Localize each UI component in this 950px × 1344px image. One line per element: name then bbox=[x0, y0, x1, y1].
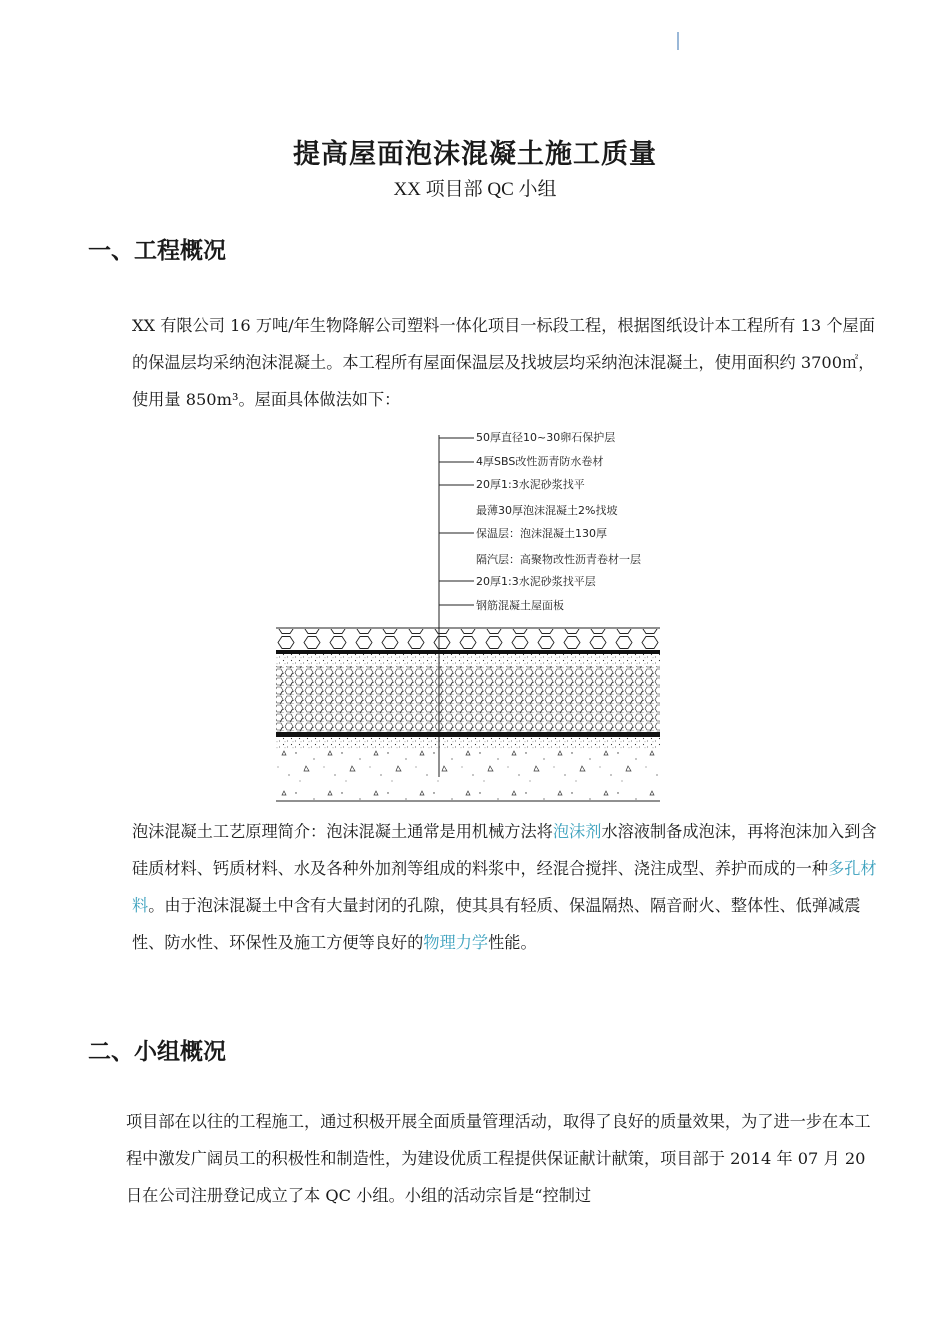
roof-construction-diagram bbox=[274, 425, 694, 805]
principle-text-part-2: 水溶液制备成泡沫，再将泡沫加入到含硅质材料、钙质材料、水及各种外加剂等组成的料浆中，经混合搅拌、浇注成型、养护而成的一种 bbox=[132, 822, 877, 878]
leader-ticks bbox=[439, 438, 474, 605]
principle-text-part-1: 泡沫混凝土工艺原理简介：泡沫混凝土通常是用机械方法将 bbox=[132, 822, 553, 841]
paragraph-project-overview bbox=[88, 307, 878, 418]
document-title: 提高屋面泡沫混凝土施工质量 bbox=[293, 139, 657, 170]
paragraph-foam-concrete-principle bbox=[88, 813, 878, 961]
layer-label-rc-slab: 钢筋混凝土屋面板 bbox=[476, 599, 564, 612]
layer-label-mortar-leveling: 20厚1:3水泥砂浆找平 bbox=[476, 478, 585, 491]
roof-layer-section bbox=[276, 628, 660, 801]
layer-label-gravel: 50厚直径10~30卵石保护层 bbox=[476, 431, 616, 444]
principle-text-part-3: 。由于泡沫混凝土中含有大量封闭的孔隙，使其具有轻质、保温隔热、隔音耐火、整体性、低弹减震性、防水性、环保性及施工方便等良好的 bbox=[132, 896, 861, 952]
link-porous-material[interactable]: 多孔材料 bbox=[132, 859, 877, 915]
paragraph-team-overview bbox=[88, 1103, 878, 1214]
layer-label-mortar-leveling-layer: 20厚1:3水泥砂浆找平层 bbox=[476, 575, 596, 588]
principle-text-part-4: 性能。 bbox=[488, 933, 537, 952]
section-heading-team-overview: 二、小组概况 bbox=[88, 1038, 226, 1065]
section-heading-project-overview: 一、工程概况 bbox=[88, 237, 226, 264]
document-subtitle: XX 项目部 QC 小组 bbox=[393, 179, 557, 200]
text-cursor-mark bbox=[677, 32, 679, 50]
paragraph-text: XX 有限公司 16 万吨/年生物降解公司塑料一体化项目一标段工程，根据图纸设计本工程所有 13 个屋面的保温层均采纳泡沫混凝土。本工程所有屋面保温层及找坡层均采纳泡沫混凝土，使用面积约 3700㎡，使用量 850m³。屋面具体做法如下： bbox=[132, 316, 875, 409]
link-physical-mechanics[interactable]: 物理力学 bbox=[423, 933, 489, 952]
layer-label-vapor-barrier: 隔汽层：高聚物改性沥青卷材一层 bbox=[476, 553, 641, 566]
layer-label-sbs-membrane: 4厚SBS改性沥青防水卷材 bbox=[476, 455, 604, 468]
layer-label-insulation: 保温层：泡沫混凝土130厚 bbox=[476, 527, 607, 540]
layer-label-foam-slope: 最薄30厚泡沫混凝土2%找坡 bbox=[476, 504, 618, 517]
paragraph-text: 项目部在以往的工程施工，通过积极开展全面质量管理活动，取得了良好的质量效果，为了进一步在本工程中激发广阔员工的积极性和制造性，为建设优质工程提供保证献计献策，项目部于 2014 年 07 月 20 日在公司注册登记成立了本 QC 小组。小组的活动宗旨是“控制过 bbox=[126, 1112, 871, 1205]
link-foaming-agent[interactable]: 泡沫剂 bbox=[552, 822, 602, 841]
